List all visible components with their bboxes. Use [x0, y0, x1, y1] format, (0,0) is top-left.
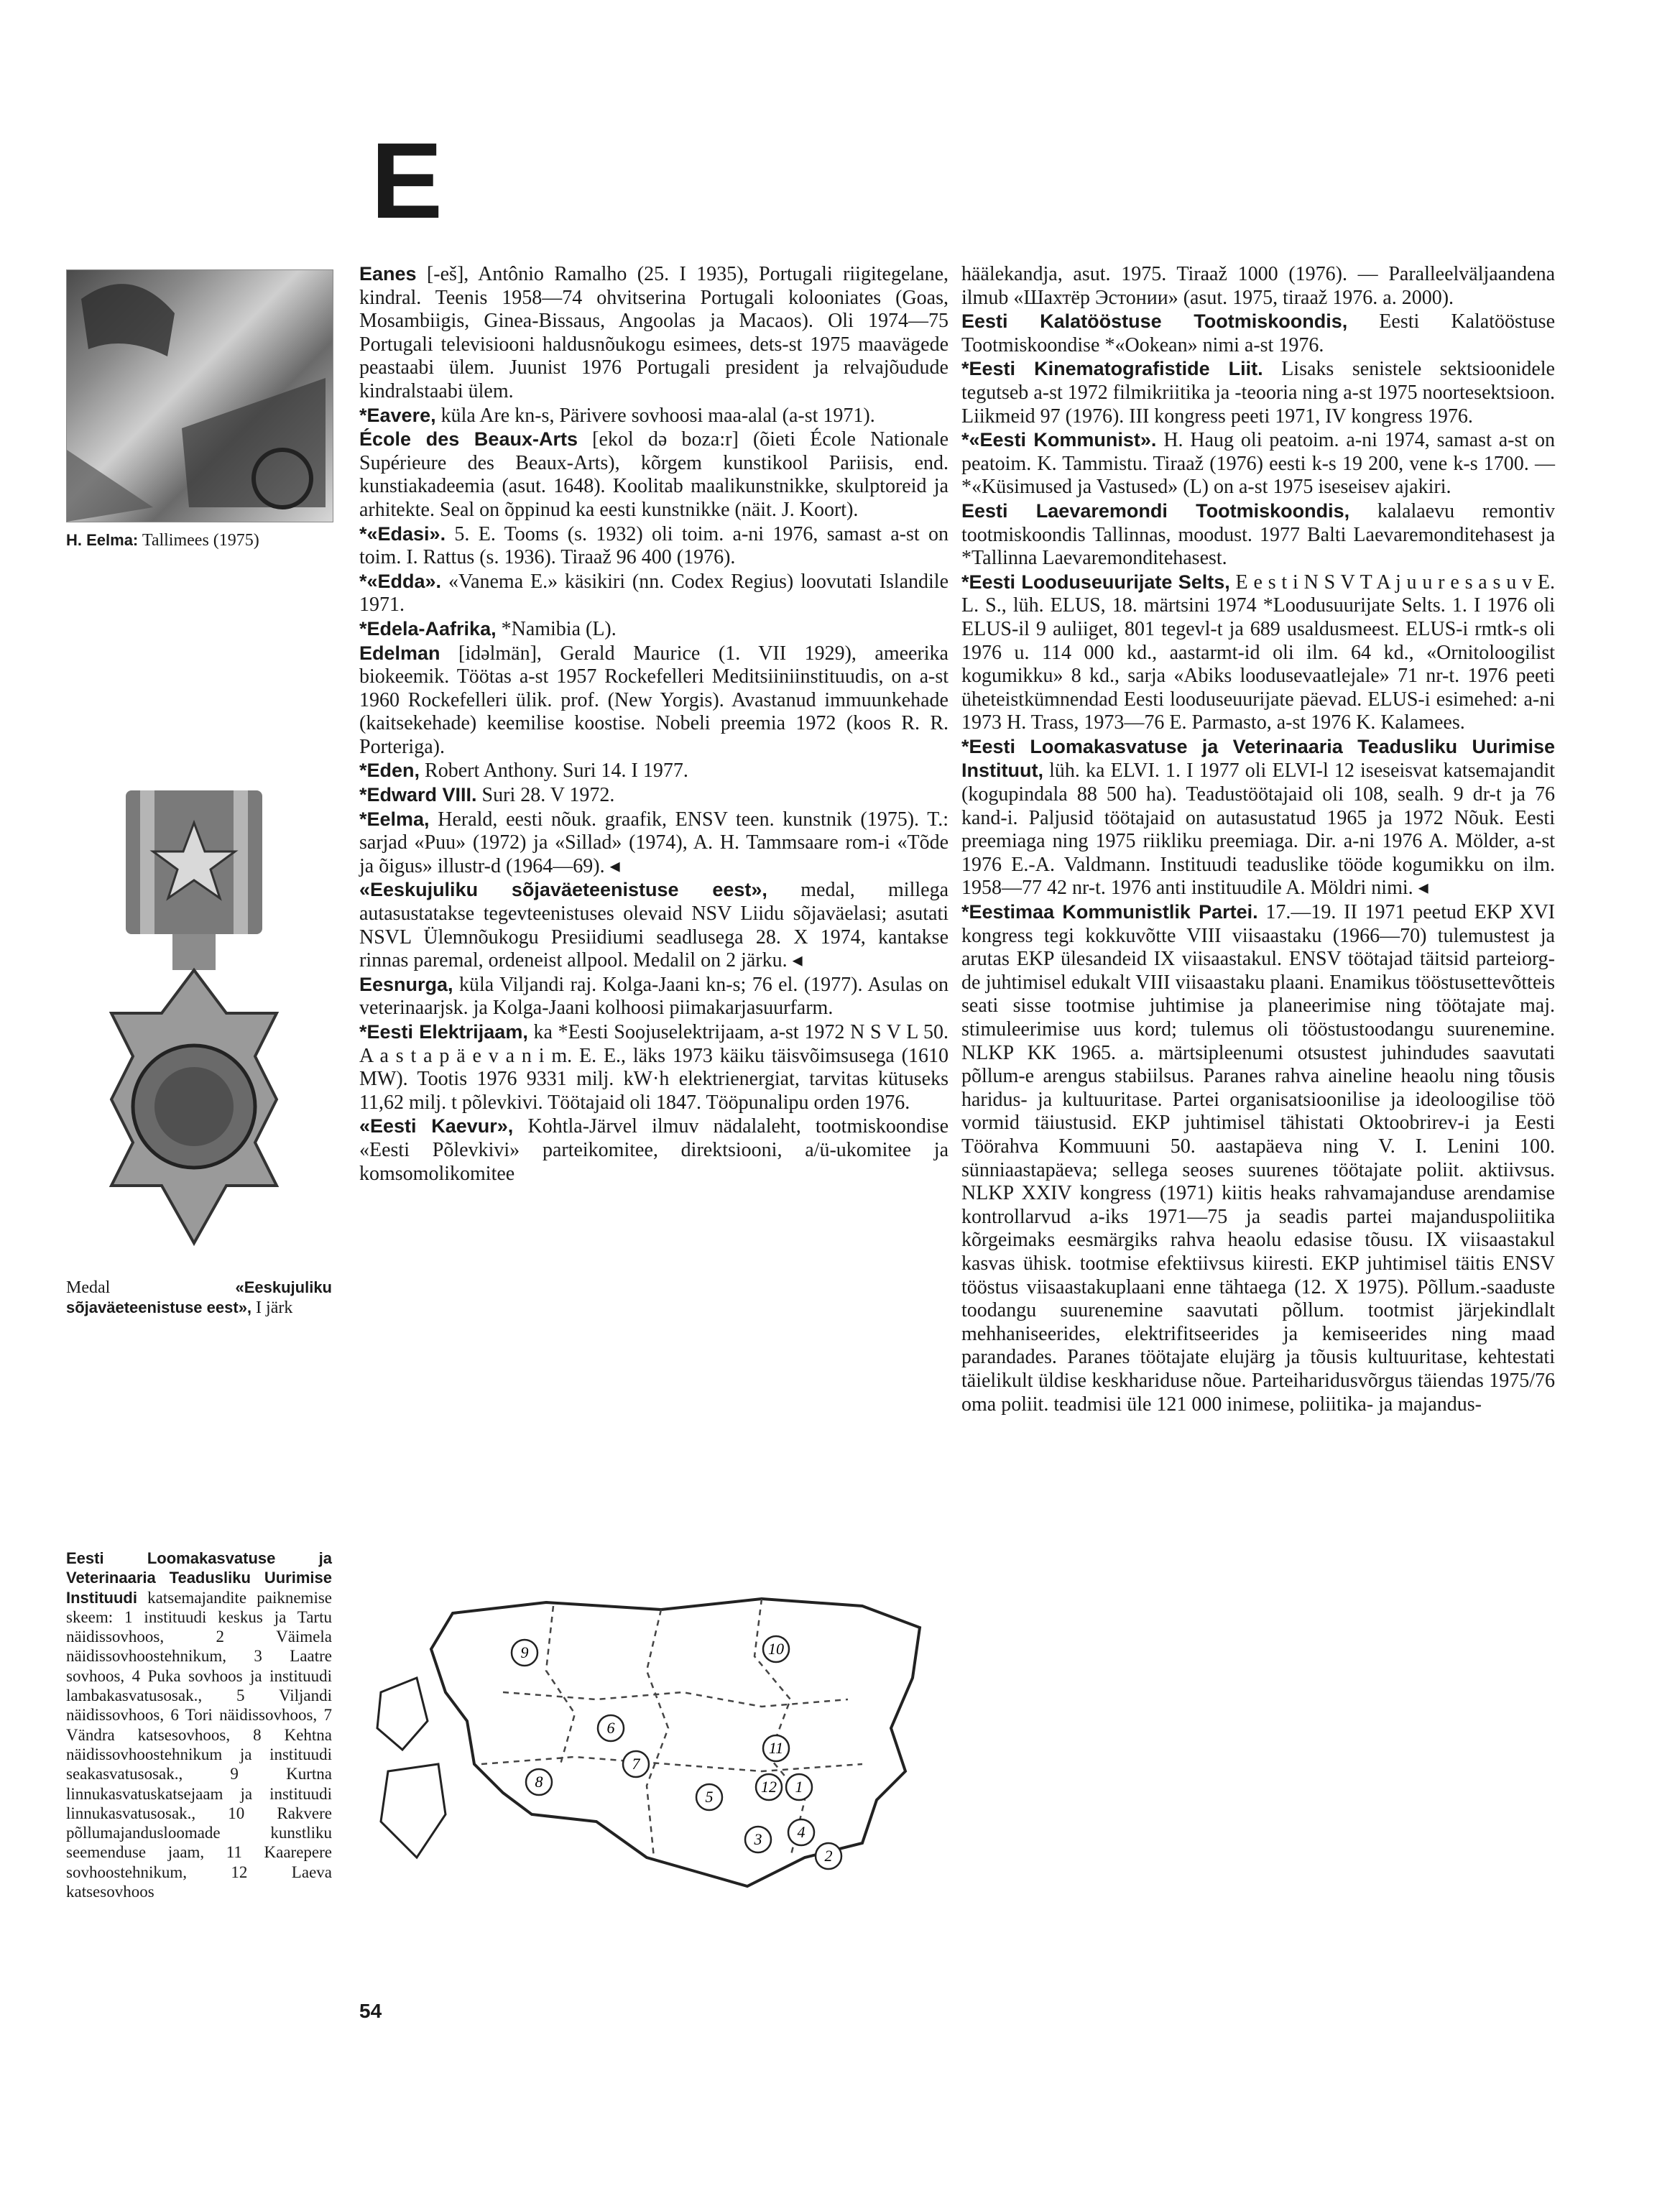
entry-text: küla Viljandi raj. Kolga-Jaani kn-s; 76 el. (1977). Asulas on veterinaarjsk. ja Kolga-Jaani kolhoosi piimakarjasuurfarm. — [359, 973, 949, 1020]
map-marker-label: 9 — [520, 1643, 529, 1661]
medal-caption-title: «Eeskujuliku sõjaväeteenistuse eest», — [66, 1278, 332, 1316]
entry-eelma — [359, 808, 949, 879]
section-letter: E — [371, 120, 443, 241]
entry-ecole-des-beaux-arts — [359, 428, 949, 522]
entry-headword: *Eesti Kinematografistide Liit. — [961, 358, 1263, 380]
entry-text: Lisaks senistele sektsioonidele tegutseb a-st 1972 filmikriitika ja -teooria ning a-st 1975 noortesektsioon. Liikmeid 97 (1976). III kongress peeti 1971, IV kongress 1976. — [961, 358, 1555, 428]
map-marker-label: 10 — [768, 1640, 784, 1658]
page-number: 54 — [359, 2000, 382, 2022]
entry-text: Eesti Kalatööstuse Tootmiskoondise *«Ookean» nimi a-st 1976. — [961, 310, 1556, 356]
entry-eesti-laevaremondi — [961, 499, 1555, 571]
entry-headword: Eesti Laevaremondi Tootmiskoondis, — [961, 499, 1350, 522]
medal-image — [90, 783, 298, 1272]
medal-caption-prefix: Medal — [66, 1278, 236, 1297]
map-marker-label: 11 — [768, 1739, 784, 1757]
entry-text: kalalaevu remontiv tootmiskoondis Tallinnas, moodust. 1977 Balti Laevaremonditehasest ja *Tallinna Laevaremonditehasest. — [961, 499, 1555, 570]
entry-headword: *Eelma, — [359, 808, 430, 830]
entry-edward-viii — [359, 783, 949, 808]
entry-headword: Eanes — [359, 263, 417, 285]
map-marker-label: 6 — [606, 1719, 615, 1737]
entry-eesti-kinematografistide-liit — [961, 357, 1555, 428]
entry-text: ka *Eesti Soojuselektrijaam, a-st 1972 N S V L 50. A a s t a p ä e v a n i m. E. E., läks 1973 käiku täisvõimsusega (1610 MW). Tootis 1976 9331 milj. kW·h elektrienergiat, tarvitas kütuseks 11,62 milj. t põlevkivi. Töötajaid oli 1847. Tööpunalipu orden 1976. — [359, 1021, 949, 1114]
photo-caption-title: Tallimees (1975) — [138, 531, 259, 550]
entry-headword: *Eesti Looduseuurijate Selts, — [961, 571, 1230, 593]
map-caption-legend: katsemajandite paiknemise skeem: 1 instituudi keskus ja Tartu näidissovhoos, 2 Väimela näidissovhoostehnikum, 3 Laatre sovhoos, 4 Puka sovhoos ja instituudi lambakasvatusosak., 5 Viljandi näidissovhoos, 6 Tori näidissovhoos, 7 Vändra katsesovhoos, 8 Kehtna näidissovhoostehnikum ja instituudi seakasvatusosak., 9 Kurtna linnukasvatuskatsejaam ja instituudi linnukasvatusosak., 10 Rakvere põllumajandusloomade kunstliku seemenduse jaam, 11 Kaarepere sovhoostehnikum, 12 Laeva katsesovhoos — [66, 1588, 332, 1901]
entry-text: Suri 28. V 1972. — [476, 784, 615, 807]
entry-text: [ekol də boza:r] (õieti École Nationale Supérieure des Beaux-Arts), kõrgem kunstikool Pariisis, end. kunstiakadeemia (asut. 1648). Koolitab maalikunstnikke, skulptoreid ja arhitekte. Seal on õppinud ka eesti kunstnikke (näit. J. Koort). — [359, 428, 949, 521]
entry-text: lüh. ka ELVI. 1. I 1977 oli ELVI-l 12 iseseisvat katsemajandit (kogupindala 88 500 ha). Teadustöötajaid oli 108, sealh. 9 dr-t ja 76 kand-i. Paljusid töötajaid on autasustatud 1965 ja 1972 Nõuk. Eesti preemiaga ning 1975 riikliku preemiaga. Dir. a-ni 1976 A. Mölder, a-st 1976 E.-A. Valdmann. Instituudi teaduslike tööde kogumikku on ilm. 1958—77 42 nr-t. 1976 anti instituudile A. Möldri nimi. ◂ — [961, 760, 1555, 900]
entry-text: E e s t i N S V T A j u u r e s a s u v E. L. S., lüh. ELUS, 18. märtsini 1974 *Loodusuurijate Selts. 1. I 1976 oli ELUS-il 9 auliiget, 801 tegevl-t ja 689 usaldusmeest. ELUS-i rmtk-s oli 1976 u. 114 000 kd., aastarmt-id oli ilm. 64 kd., «Ornitoloogilist kogumikku» 8 kd., sarja «Abiks loodusevaatlejale» 71 nr-t. 1976 peeti üheteistkümnendad Eesti looduseuurijate päevad. ELUS-i esimehed: a-ni 1973 H. Trass, 1973—76 E. Parmasto, a-st 1976 K. Kalamees. — [961, 571, 1555, 734]
entry-text: 17.—19. II 1971 peetud EKP XVI kongress tegi kokkuvõtte VIII viisaastaku (1966—70) tulemustest ja arutas EKP ülesandeid IX viisaastakul. ENSV töötajad täitsid parteiorg-de juhtimisel edukalt VIII viisaastaku plaani. Enamikus tööstusettevõtteis seati sisse tootmise juhtimise ja planeerimise ning töötajate maj. stimuleerimise uus kord; tulemus oli tööstustoodangu suurenemine. NLKP KK 1965. a. märtsipleenumi otsustest juhindudes saavutati põllum-e arengus stabiilsus. Paranes rahva aineline heaolu ning tõusis haridus- ja kultuuritase. Partei organisatsioonilise ja ideoloogilise töö vormid täiustusid. EKP juhtimisel tähistati Oktoobrirev-i ja Eesti Töörahva Kommuuni 50. aastapäeva ning V. I. Lenini 100. sünniaastapäeva; sellega seoses suurenes töötajate poliit. aktiivsus. NLKP XXIV kongress (1971) kiitis heaks rahvamajanduse arendamise kontrollarvud a-iks 1971—75 ja seadis partei majanduspoliitika kõrgeimaks eesmärgiks rahva heaolu edasise tõusu. IX viisaastakul kasvas ühisk. tootmise efektiivsus kiiresti. EKP juhtimisel täitis ENSV tööstus viisaastakuplaani enne tähtaega (12. X 1975). Põllum.-saaduste toodangu suurenemine saavutati põllum. tootmist järjekindlalt mehhaniseerides, elektrifitseerides ja kemiseerides ning maad parandades. Paranes töötajate elujärg ja tõusis kultuuritase, kehtestati täielikult üldise keskhariduse nõue. Parteiharidusvõrgus täiendas 1975/76 oma poliit. teadmisi üle 121 000 inimese, poliitika- ja majandus- — [961, 901, 1555, 1416]
entry-elvi — [961, 735, 1555, 900]
entry-headword: Eesti Kalatööstuse Tootmiskoondis, — [961, 310, 1348, 333]
entry-text: häälekandja, asut. 1975. Tiraaž 1000 (1976). — Paralleelväljaandena ilmub «Шахтёр Эстонии» (asut. 1975, tiraaž 1976. a. 2000). — [961, 263, 1555, 309]
medal-icon — [90, 783, 298, 1272]
map-marker-label: 2 — [824, 1847, 833, 1865]
medal-caption — [66, 1278, 332, 1318]
entry-headword: *«Edasi». — [359, 522, 446, 545]
entry-eesti-looduseuurijate-selts — [961, 571, 1555, 735]
entry-edela-aafrika — [359, 617, 949, 642]
entry-edelman — [359, 642, 949, 760]
map-marker-label: 3 — [754, 1830, 762, 1848]
entry-headword: Edelman — [359, 642, 440, 664]
entry-eesnurga — [359, 973, 949, 1020]
column-2 — [961, 262, 1555, 1416]
entry-eesti-kommunist — [961, 428, 1555, 499]
entry-text: Kohtla-Järvel ilmuv nädalaleht, tootmiskoondise «Eesti Põlevkivi» parteikomitee, direktsiooni, a/ü-ukomitee ja komsomolikomitee — [359, 1115, 949, 1185]
entry-headword: Eesnurga, — [359, 973, 453, 995]
entry-text: Robert Anthony. Suri 14. I 1977. — [420, 760, 688, 783]
entry-eesti-elektrijaam — [359, 1020, 949, 1114]
entry-eeskujuliku-medal — [359, 878, 949, 972]
entry-text: 5. E. Tooms (s. 1932) oli toim. a-ni 1976, samast a-st on toim. I. Rattus (s. 1936). Tiraaž 96 400 (1976). — [359, 522, 949, 569]
photo-illustration-icon — [67, 270, 333, 522]
entry-headword: *«Edda». — [359, 570, 442, 592]
entry-headword: *Edela-Aafrika, — [359, 617, 497, 640]
photo-tallimees — [66, 269, 333, 522]
map-caption-title: Eesti Loomakasvatuse ja Veterinaaria Teadusliku Uurimise Instituudi — [66, 1549, 332, 1607]
entry-headword: *Eesti Elektrijaam, — [359, 1021, 528, 1043]
entry-headword: *«Eesti Kommunist». — [961, 429, 1157, 451]
map-markers — [359, 1584, 956, 1908]
entry-eesti-kalatoostuse — [961, 310, 1555, 357]
entry-eden — [359, 759, 949, 783]
entry-headword: «Eeskujuliku sõjaväeteenistuse eest», — [359, 879, 767, 901]
column-1 — [359, 262, 949, 1186]
map-marker-label: 5 — [705, 1788, 714, 1806]
entry-text: [idəlmän], Gerald Maurice (1. VII 1929), ameerika biokeemik. Töötas a-st 1957 Rockefelleri Meditsiiniinstituudis, on a-st 1960 Rockefelleri ülik. prof. (New Yorgis). Avastanud immuunkehade (kaitsekehade) keemilise koostise. Nobeli preemia 1972 (koos R. R. Porteriga). — [359, 642, 949, 758]
map-caption — [66, 1549, 332, 1901]
map-marker-label: 1 — [795, 1778, 803, 1796]
estonia-map — [359, 1584, 956, 1908]
entry-text: Herald, eesti nõuk. graafik, ENSV teen. kunstnik (1975). T.: sarjad «Puu» (1972) ja «Sillad» (1974), A. H. Tammsaare rom-i «Tõde ja õigus» illustr-d (1964—69). ◂ — [359, 808, 949, 877]
entry-headword: *Eden, — [359, 760, 420, 782]
entry-eavere — [359, 404, 949, 428]
map-marker-label: 8 — [535, 1773, 543, 1791]
entry-edda — [359, 570, 949, 617]
map-marker-label: 12 — [761, 1778, 777, 1796]
entry-eanes — [359, 262, 949, 404]
photo-caption — [66, 530, 332, 550]
entry-headword: *Edward VIII. — [359, 784, 477, 806]
entry-text: [-eš], Antônio Ramalho (25. I 1935), Portugali riigitegelane, kindral. Teenis 1958—74 ohvitserina Portugali kolooniates (Goas, Mosambiigis, Ginea-Bissaus, Angoolas ja Macaos). Oli 1974—75 Portugali televisiooni haldusnõukogu esimees, dets-st 1975 maavägede peastaabi ülem. Juunist 1976 Portugali president ja relvajõudude kindralstaabi ülem. — [359, 263, 949, 402]
map-marker-label: 4 — [797, 1823, 806, 1841]
entry-text: küla Are kn-s, Pärivere sovhoosi maa-alal (a-st 1971). — [435, 404, 875, 427]
entry-headword: *Eestimaa Kommunistlik Partei. — [961, 901, 1258, 923]
entry-text: *Namibia (L). — [496, 617, 617, 640]
entry-headword: *Eavere, — [359, 404, 436, 426]
entry-headword: École des Beaux-Arts — [359, 428, 578, 451]
medal-caption-grade: I järk — [251, 1298, 293, 1317]
entry-text: «Vanema E.» käsikiri (nn. Codex Regius) loovutati Islandile 1971. — [359, 570, 949, 617]
entry-eesti-kaevur-cont — [961, 262, 1555, 310]
entry-text: H. Haug oli peatoim. a-ni 1974, samast a-st on peatoim. K. Tammistu. Tiraaž (1976) eesti k-s 19 200, vene k-s 1700. — *«Küsimused ja Vastused» (L) on a-st 1975 iseseisev ajakiri. — [961, 429, 1556, 499]
entry-headword: «Eesti Kaevur», — [359, 1115, 514, 1137]
entry-headword: *Eesti Loomakasvatuse ja Veterinaaria Teadusliku Uurimise Instituut, — [961, 735, 1555, 782]
entry-eesti-kaevur — [359, 1114, 949, 1186]
entry-ekp — [961, 900, 1555, 1416]
photo-caption-author: H. Eelma: — [66, 531, 139, 549]
entry-text: medal, millega autasustatakse tegevteenistuses olevaid NSV Liidu sõjaväelasi; asutati NSVL Ülemnõukogu Presiidiumi seadlusega 28. X 1974, kantakse rinnas paremal, ordeneist allpool. Medalil on 2 järku. ◂ — [359, 879, 949, 972]
entry-edasi — [359, 522, 949, 570]
map-marker-label: 7 — [632, 1755, 640, 1773]
